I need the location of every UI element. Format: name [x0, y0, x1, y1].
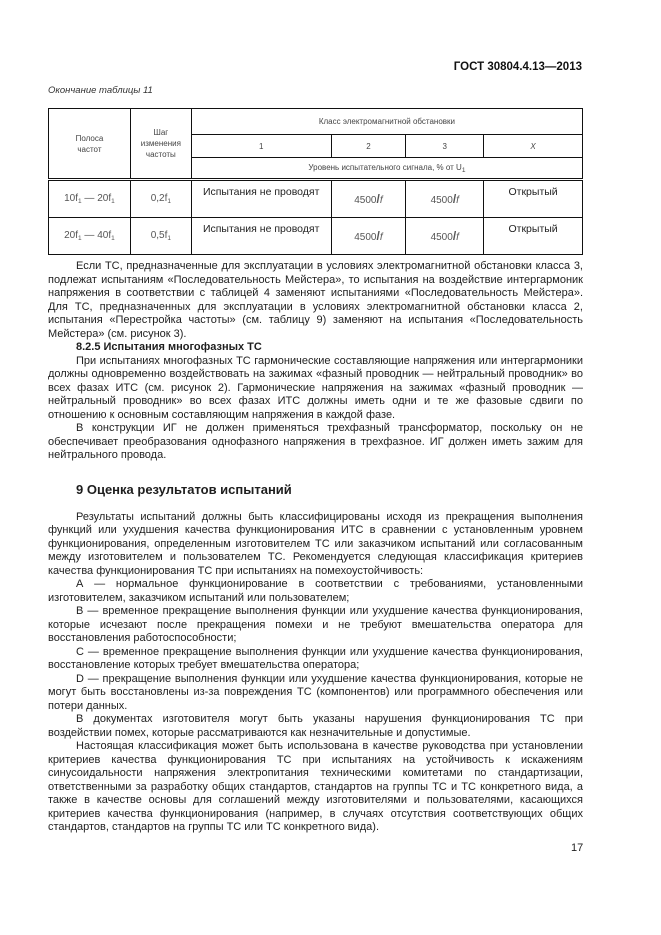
- cell-class-3: [406, 180, 484, 218]
- cell-class-x: Открытый: [484, 180, 583, 218]
- sub: 1: [167, 235, 172, 242]
- cell-band: [49, 180, 131, 218]
- subsection-title: 8.2.5 Испытания многофазных ТС: [76, 341, 262, 353]
- document-code: ГОСТ 30804.4.13—2013: [453, 61, 582, 73]
- sub: 1: [111, 235, 115, 242]
- header-class-1: 1: [191, 135, 331, 158]
- header-level-label: Уровень испытательного сигнала, % от U: [308, 162, 462, 172]
- f-symbol: f: [456, 195, 459, 206]
- paragraph: Результаты испытаний должны быть классифицированы исходя из прекращения выполнения функций или ухудшения качества функционирования ИТС в сравнении с установленным уровнем функционирования, определенным изготовителем ТС или заказчиком испытаний или согласованным между изготовителем и пользователем ТС. Рекомендуется следующая классификация критериев качества функционирования ТС при испытаниях на помехоустойчивость:: [48, 510, 583, 577]
- section-title: 9 Оценка результатов испытаний: [76, 481, 292, 497]
- slash: /: [376, 192, 380, 206]
- sub: 1: [111, 198, 115, 205]
- header-band-label: Полоса частот: [75, 133, 104, 154]
- header-level: [191, 158, 582, 180]
- paragraph: В документах изготовителя могут быть указаны нарушения функционирования ТС при воздействии помех, которые рассматриваются как незначительные и допустимые.: [48, 713, 583, 739]
- criterion-b: В — временное прекращение выполнения функции или ухудшение качества функционирования, которые исчезают после прекращения помехи и не требуют вмешательства оператора для восстановления работоспособности;: [48, 605, 583, 644]
- header-step: [130, 109, 191, 180]
- table-caption: Окончание таблицы 11: [48, 85, 153, 96]
- slash: /: [452, 229, 457, 243]
- band-start: 10f: [64, 193, 79, 204]
- body-text: [48, 260, 583, 835]
- header-class-3: 3: [406, 135, 484, 158]
- cell-class-1: Испытания не проводят: [191, 180, 331, 218]
- sub: 1: [167, 198, 172, 205]
- f-symbol: f: [456, 232, 459, 243]
- header-step-label: Шаг изменения частоты: [140, 128, 181, 159]
- slash: /: [376, 229, 380, 243]
- f-symbol: f: [379, 195, 383, 206]
- slash: /: [452, 192, 457, 206]
- cell-band: [49, 218, 131, 255]
- sub: 1: [78, 235, 82, 242]
- step-value: 0,2f: [150, 193, 168, 204]
- cell-step: [130, 218, 191, 255]
- header-class-2: 2: [331, 135, 406, 158]
- paragraph: Если ТС, предназначенные для эксплуатации в условиях электромагнитной обстановки класса 3, подлежат испытаниям «Последовательность Мейстера», то испытания на воздействие интергармоник напряжения в соответствии с таблицей 4 заменяют испытаниями «Последовательность Мейстера». Для ТС, предназначенных для эксплуатации в условиях электромагнитной обстановки класса 2, испытания «Перестройка частоты» (см. таблицу 9) заменяют на испытания «Последовательность Мейстера» (см. рисунок 3).: [48, 260, 583, 340]
- header-level-sub: 1: [461, 166, 466, 174]
- cell-step: [130, 180, 191, 218]
- dash: —: [81, 193, 98, 204]
- header-class-x: X: [484, 135, 583, 158]
- band-end: 20f: [97, 193, 112, 204]
- page-number: 17: [571, 842, 584, 854]
- cell-class-2: [331, 180, 406, 218]
- criterion-a: А — нормальное функционирование в соответствии с требованиями, установленными изготовителем, заказчиком испытаний или пользователем;: [48, 578, 583, 604]
- paragraph: Настоящая классификация может быть использована в качестве руководства при установлении критериев качества функционирования ТС при испытаниях на устойчивость к искажениям синусоидальности напряжения электропитания техническими комитетами по стандартизации, ответственными за разработку общих стандартов, стандартов на группы ТС и ТС конкретного вида, а также в качестве основы для соглашений между изготовителями и пользователями, касающихся критериев качества функционирования (например, в случаях отсутствия соответствующих общих стандартов, стандартов на группы ТС или ТС конкретного вида).: [48, 740, 583, 833]
- cell-class-x: Открытый: [484, 218, 583, 255]
- header-band: [49, 109, 131, 180]
- step-value: 0,5f: [150, 230, 168, 241]
- header-class-group: Класс электромагнитной обстановки: [191, 109, 582, 135]
- cell-class-2: [331, 218, 406, 255]
- sub: 1: [78, 198, 82, 205]
- level-value: 4500: [354, 195, 377, 206]
- cell-class-1: Испытания не проводят: [191, 218, 331, 255]
- level-value: 4500: [430, 195, 453, 206]
- table-row: [49, 180, 583, 218]
- level-value: 4500: [430, 232, 453, 243]
- band-end: 40f: [97, 230, 112, 241]
- level-value: 4500: [354, 232, 377, 243]
- criterion-d: D — прекращение выполнения функции или ухудшение качества функционирования, которые не могут быть восстановлены из-за повреждения ТС (компонентов) или программного обеспечения или потери данных.: [48, 672, 583, 712]
- f-symbol: f: [379, 232, 383, 243]
- criterion-c: С — временное прекращение выполнения функции или ухудшение качества функционирования, восстановление которых требует вмешательства оператора;: [48, 645, 583, 671]
- cell-class-3: [406, 218, 484, 255]
- table-row: [49, 218, 583, 255]
- dash: —: [81, 230, 98, 241]
- paragraph: При испытаниях многофазных ТС гармонические составляющие напряжения или интергармоники должны одновременно воздействовать на зажимах «фазный проводник — нейтральный проводник» во всех фазах ИТС (см. рисунок 2). Гармонические напряжения на зажимах «фазный проводник — нейтральный проводник» во всех фазах ИТС должны иметь одни и те же фазовые сдвиги по отношению к основным составляющим напряжения в каждой фазе.: [48, 354, 583, 421]
- paragraph: В конструкции ИГ не должен применяться трехфазный трансформатор, поскольку он не обеспечивает преобразования однофазного напряжения в трехфазное. ИГ должен иметь зажим для нейтрального провода.: [48, 422, 583, 461]
- band-start: 20f: [64, 230, 79, 241]
- table-11: [48, 108, 583, 255]
